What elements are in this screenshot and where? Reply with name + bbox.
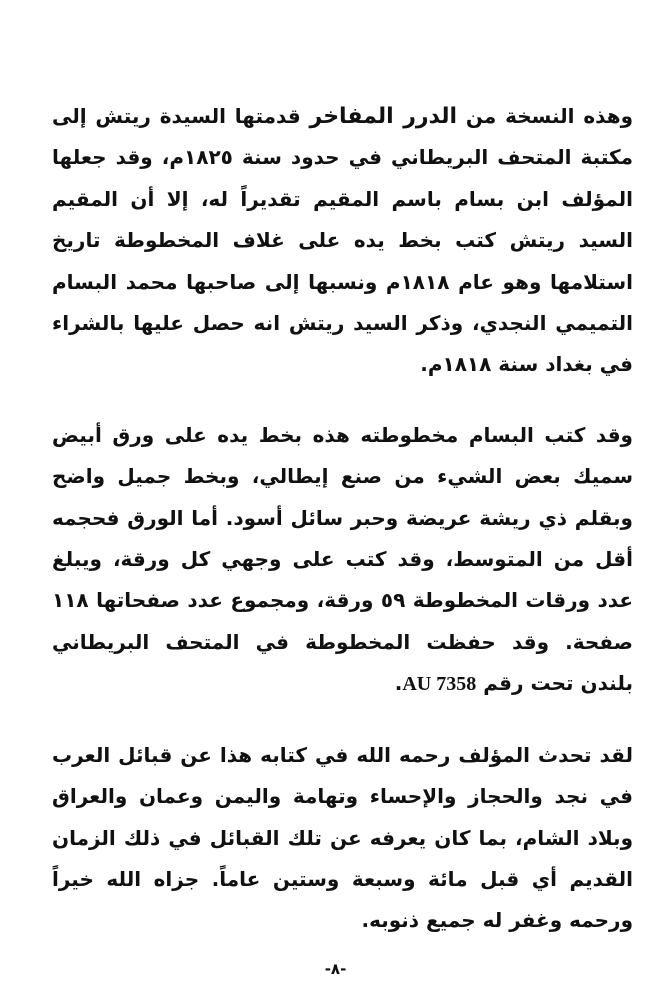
- paragraph-2-end: .: [394, 671, 403, 696]
- catalog-number: AU 7358: [402, 673, 477, 696]
- paragraph-1-intro: وهذه النسخة من: [457, 104, 633, 128]
- paragraph-3-body: لقد تحدث المؤلف رحمه الله في كتابه هذا عن قبائل العرب في نجد والحجاز والإحساء وتهامة واليمن وعمان والعراق وبلاد الشام، بما كان يعرفه عن تلك القبائل في ذلك الزمان القديم أي قبل مائة وسبعة وستين عاماً. جزاه الله خيراً ورحمه وغفر له جميع ذنوبه.: [52, 742, 633, 933]
- paragraph-book-content: [52, 735, 633, 942]
- paragraph-1-body: قدمتها السيدة ريتش إلى مكتبة المتحف البريطاني في حدود سنة ١٨٢٥م، وقد جعلها المؤلف ابن بسام باسم المقيم تقديراً له، إلا أن المقيم السيد ريتش كتب بخط يده على غلاف المخطوطة تاريخ استلامها وهو عام ١٨١٨م ونسبها إلى صاحبها محمد البسام التميمي النجدي، وذكر السيد ريتش انه حصل عليها بالشراء في بغداد سنة ١٨١٨م.: [52, 104, 633, 377]
- book-title-emphasis: الدرر المفاخر: [309, 104, 458, 129]
- paragraph-manuscript-description: [52, 415, 633, 706]
- page-number: -٨-: [324, 960, 347, 978]
- paragraph-manuscript-origin: [52, 96, 633, 386]
- body-text: [52, 96, 633, 942]
- paragraph-2-body: وقد كتب البسام مخطوطته هذه بخط يده على ورق أبيض سميك بعض الشيء من صنع إيطالي، وبخط جميل واضح وبقلم ذي ريشة عريضة وحبر سائل أسود. أما الورق فحجمه أقل من المتوسط، وقد كتب على وجهي كل ورقة، ويبلغ عدد ورقات المخطوطة ٥٩ ورقة، ومجموع عدد صفحاتها ١١٨ صفحة. وقد حفظت المخطوطة في المتحف البريطاني بلندن تحت رقم: [52, 422, 633, 696]
